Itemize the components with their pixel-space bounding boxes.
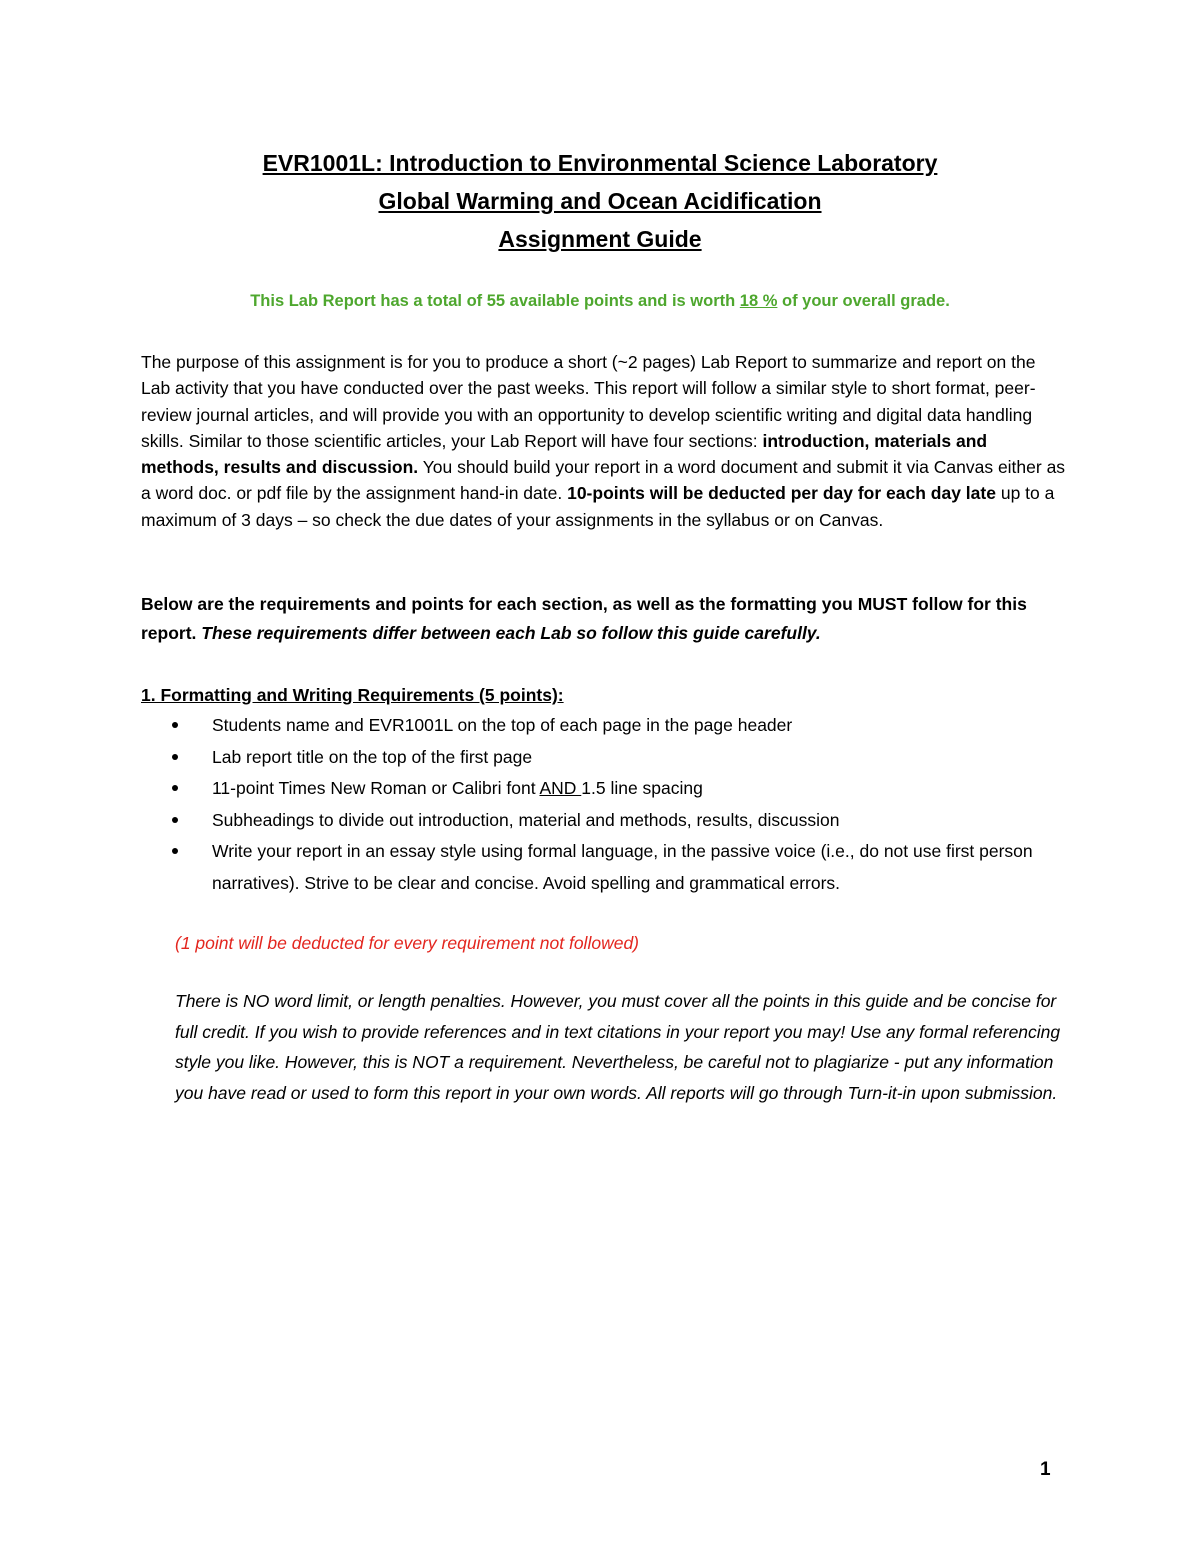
bullet-icon xyxy=(172,785,178,791)
summary-text-before: This Lab Report has a total of 55 available points and is worth xyxy=(250,292,740,310)
section-1-heading: 1. Formatting and Writing Requirements (5 points): xyxy=(141,685,564,705)
requirements-intro xyxy=(141,590,1066,648)
document-title: Assignment Guide xyxy=(498,226,702,252)
requirements-intro-italic: These requirements differ between each Lab so follow this guide carefully. xyxy=(201,623,821,643)
bullet-icon xyxy=(172,817,178,823)
course-title: EVR1001L: Introduction to Environmental Science Laboratory xyxy=(262,150,938,176)
purpose-text-1: The purpose of this assignment is for you to produce a short (~2 pages) Lab Report to summarize and report on the Lab activity that you have conducted over the past weeks. This report will follow a similar style to short format, peer-review journal articles, and will provide you with an opportunity to develop scientific writing and digital data handling skills. Similar to those scientific articles, your Lab Report will have four sections: xyxy=(141,352,1036,451)
bullet-icon xyxy=(172,754,178,760)
bullet-icon xyxy=(172,722,178,728)
list-item xyxy=(141,710,1066,742)
list-item xyxy=(141,836,1066,899)
points-summary xyxy=(0,288,1200,314)
report-sections: introduction, materials and methods, results and discussion. xyxy=(141,430,988,478)
grade-percent: 18 % xyxy=(739,292,778,310)
requirements-intro-bold: Below are the requirements and points for each section, as well as the formatting you MUST follow for this report. xyxy=(141,594,1027,643)
list-item xyxy=(141,805,1066,837)
list-item-text: 1.5 line spacing xyxy=(581,778,703,798)
list-item xyxy=(141,742,1066,774)
closing-note: There is NO word limit, or length penalties. However, you must cover all the points in this guide and be concise for full credit. If you wish to provide references and in text citations in your report you may! Use any formal referencing style you like. However, this is NOT a requirement. Nevertheless, be careful not to plagiarize - put any information you have read or used to form this report in your own words. All reports will go through Turn-it-in upon submission. xyxy=(175,991,1061,1103)
late-penalty: 10-points will be deducted per day for each day late xyxy=(567,483,996,504)
penalty-note: (1 point will be deducted for every requirement not followed) xyxy=(175,933,639,953)
list-item-text: Lab report title on the top of the first page xyxy=(212,746,533,767)
list-item-text: Write your report in an essay style using formal language, in the passive voice (i.e., do not use first person narratives). Strive to be clear and concise. Avoid spelling and grammatical errors. xyxy=(212,841,1033,893)
list-item xyxy=(141,773,1066,805)
purpose-paragraph xyxy=(141,349,1066,533)
list-item-text: Students name and EVR1001L on the top of each page in the page header xyxy=(212,715,793,735)
page-number: 1 xyxy=(1040,1459,1051,1480)
lab-title: Global Warming and Ocean Acidification xyxy=(378,188,822,214)
bullet-icon xyxy=(172,848,178,854)
formatting-requirements-list xyxy=(141,710,1066,899)
purpose-text-3: up to a maximum of 3 days – so check the due dates of your assignments in the syllabus or on Canvas. xyxy=(141,483,1055,530)
list-item-text: 11-point Times New Roman or Calibri font xyxy=(212,778,540,798)
purpose-text-2: You should build your report in a word document and submit it via Canvas either as a word doc. or pdf file by the assignment hand-in date. xyxy=(141,457,1066,504)
summary-text-after: of your overall grade. xyxy=(777,292,950,310)
and-underlined: AND xyxy=(539,778,582,798)
title-block xyxy=(0,144,1200,258)
list-item-text: Subheadings to divide out introduction, material and methods, results, discussion xyxy=(212,809,840,830)
